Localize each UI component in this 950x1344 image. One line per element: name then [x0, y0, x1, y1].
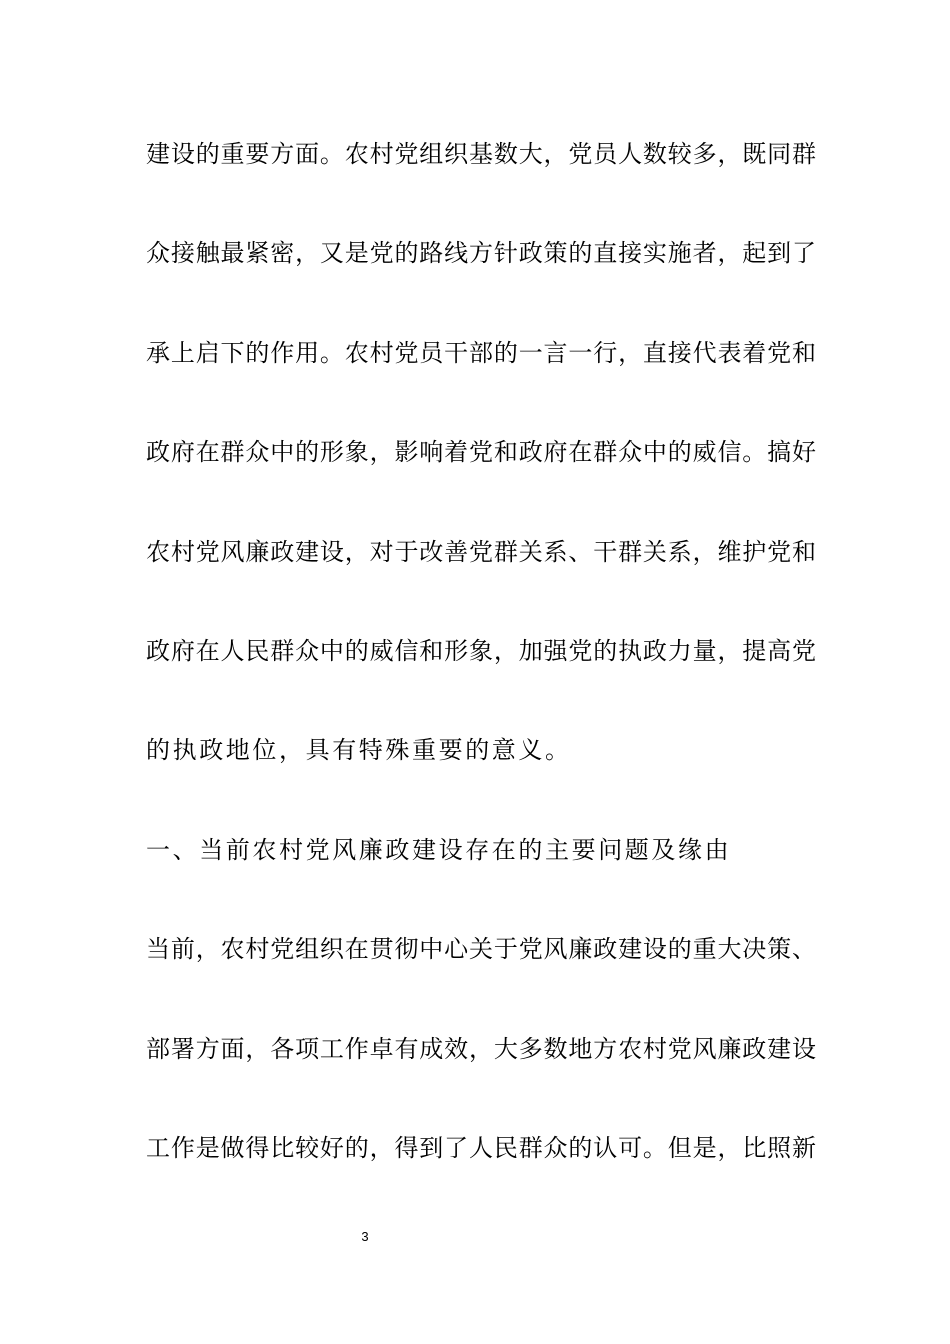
text-line-4: 政府在群众中的形象，影响着党和政府在群众中的威信。搞好: [146, 438, 816, 466]
text-line-9: 当前，农村党组织在贯彻中心关于党风廉政建设的重大决策、: [146, 935, 816, 963]
text-line-1: 建设的重要方面。农村党组织基数大，党员人数较多，既同群: [146, 140, 816, 168]
text-line-11: 工作是做得比较好的，得到了人民群众的认可。但是，比照新: [146, 1134, 816, 1162]
section-heading: 一、当前农村党风廉政建设存在的主要问题及缘由: [146, 836, 732, 864]
text-line-6: 政府在人民群众中的威信和形象，加强党的执政力量，提高党: [146, 637, 816, 665]
text-line-10: 部署方面，各项工作卓有成效，大多数地方农村党风廉政建设: [146, 1035, 816, 1063]
page-number: 3: [361, 1229, 369, 1244]
text-line-7: 的执政地位，具有特殊重要的意义。: [146, 736, 572, 764]
text-line-3: 承上启下的作用。农村党员干部的一言一行，直接代表着党和: [146, 339, 816, 367]
text-line-2: 众接触最紧密，又是党的路线方针政策的直接实施者，起到了: [146, 239, 816, 267]
text-line-5: 农村党风廉政建设，对于改善党群关系、干群关系，维护党和: [146, 538, 816, 566]
